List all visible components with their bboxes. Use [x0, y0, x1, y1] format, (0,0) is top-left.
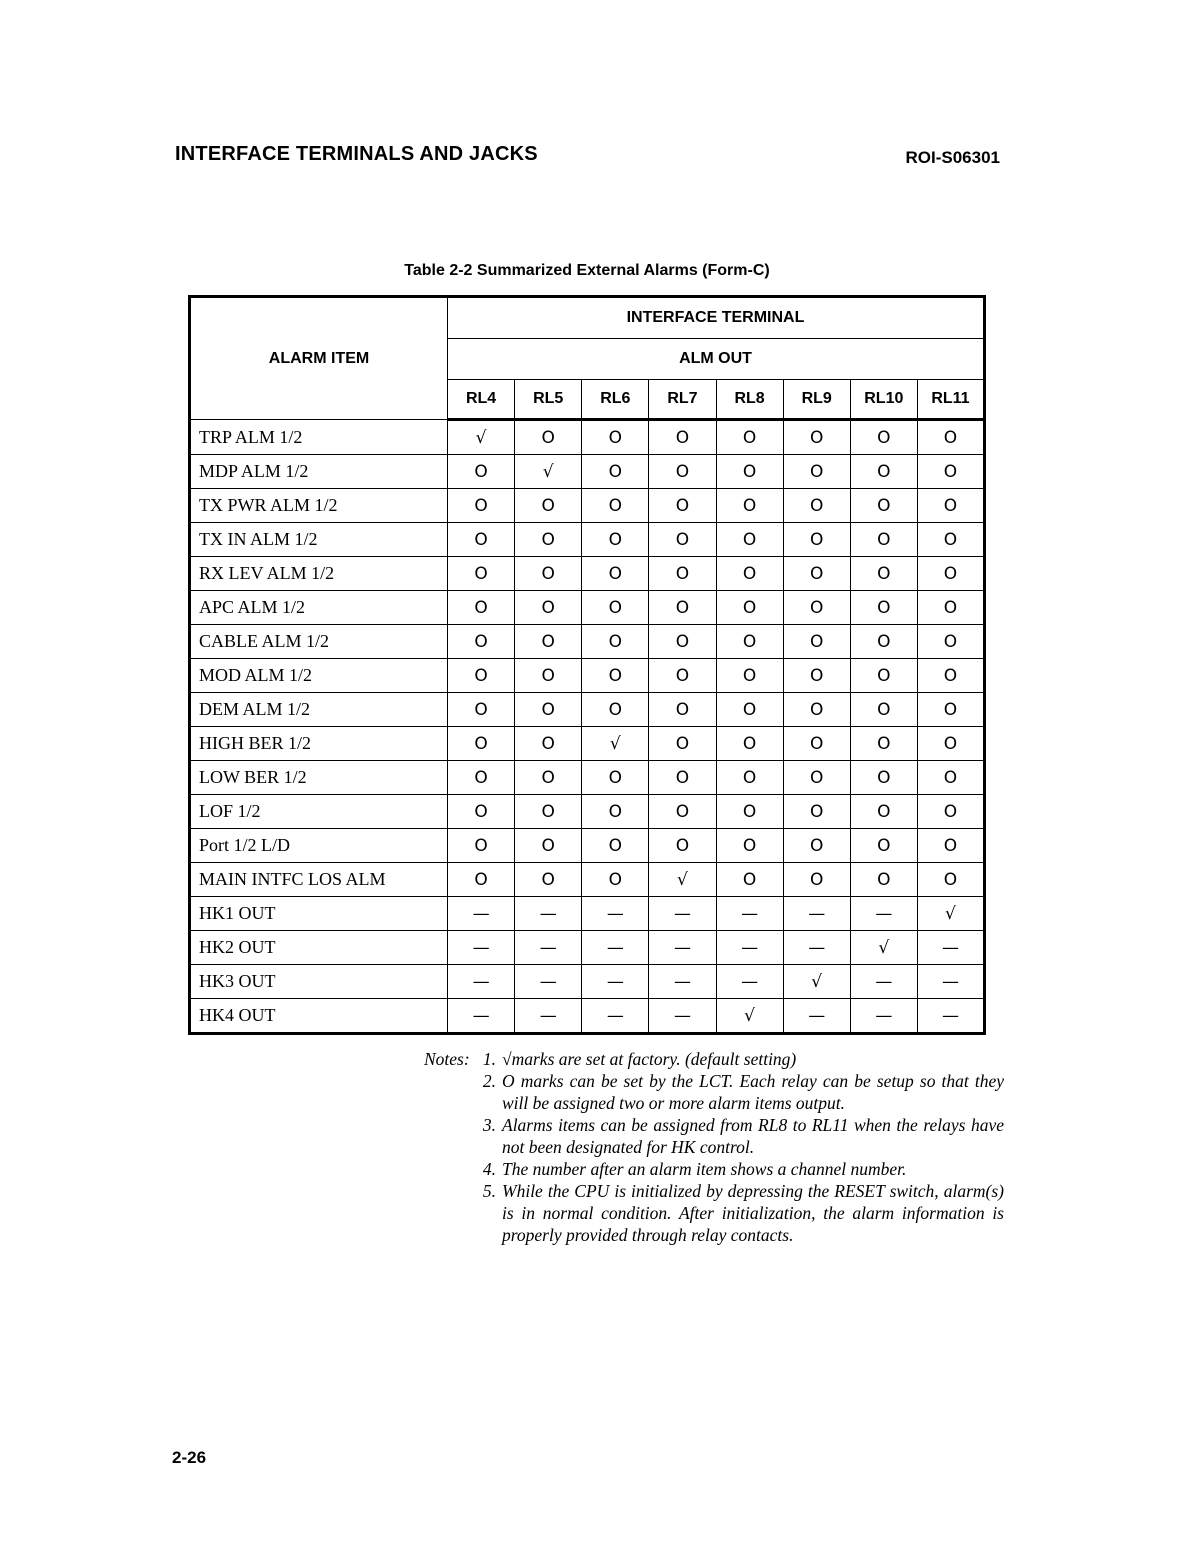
- column-header-rl7: RL7: [649, 380, 716, 420]
- mark-cell: O: [649, 795, 716, 829]
- table-row: [190, 693, 985, 727]
- column-header-rl6: RL6: [582, 380, 649, 420]
- alarm-item-cell: HIGH BER 1/2: [190, 727, 448, 761]
- mark-cell: √: [783, 965, 850, 999]
- mark-cell: —: [515, 897, 582, 931]
- table-row: [190, 829, 985, 863]
- mark-cell: —: [515, 931, 582, 965]
- mark-cell: O: [783, 761, 850, 795]
- column-header-rl9: RL9: [783, 380, 850, 420]
- alarm-item-cell: DEM ALM 1/2: [190, 693, 448, 727]
- mark-cell: O: [917, 455, 984, 489]
- mark-cell: —: [850, 897, 917, 931]
- note-number: 3.: [482, 1115, 496, 1135]
- table-row: [190, 999, 985, 1034]
- mark-cell: —: [649, 999, 716, 1034]
- alarm-item-cell: CABLE ALM 1/2: [190, 625, 448, 659]
- table-row: [190, 727, 985, 761]
- table-row: [190, 557, 985, 591]
- mark-cell: √: [917, 897, 984, 931]
- page-number: 2-26: [172, 1448, 207, 1467]
- table-row: [190, 965, 985, 999]
- alarm-item-cell: RX LEV ALM 1/2: [190, 557, 448, 591]
- notes: [424, 1048, 1004, 1246]
- alarm-item-cell: HK4 OUT: [190, 999, 448, 1034]
- section-title: INTERFACE TERMINALS AND JACKS: [175, 143, 538, 165]
- mark-cell: O: [783, 557, 850, 591]
- mark-cell: O: [515, 693, 582, 727]
- mark-cell: O: [850, 557, 917, 591]
- mark-cell: O: [716, 489, 783, 523]
- mark-cell: —: [917, 965, 984, 999]
- mark-cell: O: [515, 761, 582, 795]
- mark-cell: —: [448, 999, 515, 1034]
- mark-cell: O: [917, 863, 984, 897]
- mark-cell: —: [515, 999, 582, 1034]
- table-row: [190, 761, 985, 795]
- mark-cell: O: [783, 829, 850, 863]
- alarm-item-cell: APC ALM 1/2: [190, 591, 448, 625]
- mark-cell: O: [850, 761, 917, 795]
- mark-cell: O: [649, 557, 716, 591]
- note-text: While the CPU is initialized by depressing the RESET switch, alarm(s) is in normal condition. After initialization, the alarm information is properly provided through relay contacts.: [502, 1181, 1004, 1245]
- mark-cell: O: [582, 863, 649, 897]
- mark-cell: O: [716, 625, 783, 659]
- mark-cell: O: [582, 523, 649, 557]
- mark-cell: —: [783, 931, 850, 965]
- mark-cell: O: [917, 523, 984, 557]
- mark-cell: O: [448, 795, 515, 829]
- mark-cell: O: [515, 557, 582, 591]
- mark-cell: —: [783, 999, 850, 1034]
- mark-cell: O: [582, 829, 649, 863]
- note-item: [424, 1114, 1004, 1158]
- note-item: [424, 1180, 1004, 1246]
- table-row: [190, 863, 985, 897]
- mark-cell: —: [582, 999, 649, 1034]
- note-number: 5.: [482, 1181, 496, 1201]
- mark-cell: √: [582, 727, 649, 761]
- mark-cell: O: [783, 591, 850, 625]
- mark-cell: O: [649, 659, 716, 693]
- mark-cell: O: [783, 693, 850, 727]
- table-row: [190, 420, 985, 455]
- mark-cell: O: [448, 693, 515, 727]
- mark-cell: O: [783, 489, 850, 523]
- mark-cell: O: [716, 420, 783, 455]
- mark-cell: O: [783, 659, 850, 693]
- mark-cell: O: [582, 761, 649, 795]
- mark-cell: O: [783, 795, 850, 829]
- mark-cell: O: [649, 761, 716, 795]
- mark-cell: O: [515, 625, 582, 659]
- mark-cell: O: [582, 795, 649, 829]
- mark-cell: O: [850, 829, 917, 863]
- alarm-item-cell: TRP ALM 1/2: [190, 420, 448, 455]
- note-number: 1.: [482, 1049, 496, 1069]
- mark-cell: O: [515, 727, 582, 761]
- mark-cell: O: [716, 659, 783, 693]
- alm-out-header: ALM OUT: [448, 339, 985, 380]
- alarm-item-cell: Port 1/2 L/D: [190, 829, 448, 863]
- document-id: ROI-S06301: [905, 148, 1000, 167]
- alarms-table: [188, 295, 986, 1035]
- note-text: Alarms items can be assigned from RL8 to RL11 when the relays have not been designated for HK control.: [502, 1115, 1004, 1157]
- mark-cell: √: [850, 931, 917, 965]
- mark-cell: O: [649, 523, 716, 557]
- note-item: [424, 1158, 1004, 1180]
- mark-cell: √: [649, 863, 716, 897]
- mark-cell: O: [850, 659, 917, 693]
- mark-cell: O: [448, 863, 515, 897]
- mark-cell: —: [850, 999, 917, 1034]
- mark-cell: O: [917, 829, 984, 863]
- mark-cell: O: [448, 523, 515, 557]
- mark-cell: —: [649, 965, 716, 999]
- alarm-item-cell: TX IN ALM 1/2: [190, 523, 448, 557]
- mark-cell: O: [649, 455, 716, 489]
- mark-cell: —: [448, 931, 515, 965]
- mark-cell: O: [850, 795, 917, 829]
- mark-cell: O: [515, 795, 582, 829]
- mark-cell: √: [515, 455, 582, 489]
- mark-cell: —: [582, 897, 649, 931]
- mark-cell: —: [582, 965, 649, 999]
- mark-cell: O: [716, 761, 783, 795]
- mark-cell: O: [515, 659, 582, 693]
- note-number: 4.: [482, 1159, 496, 1179]
- mark-cell: O: [917, 659, 984, 693]
- column-header-rl5: RL5: [515, 380, 582, 420]
- mark-cell: O: [783, 727, 850, 761]
- mark-cell: O: [850, 625, 917, 659]
- note-text: √marks are set at factory. (default setting): [502, 1049, 797, 1069]
- mark-cell: O: [515, 489, 582, 523]
- mark-cell: —: [649, 897, 716, 931]
- mark-cell: —: [649, 931, 716, 965]
- mark-cell: O: [716, 455, 783, 489]
- mark-cell: O: [515, 829, 582, 863]
- mark-cell: O: [515, 591, 582, 625]
- mark-cell: O: [649, 829, 716, 863]
- mark-cell: O: [850, 523, 917, 557]
- mark-cell: O: [917, 489, 984, 523]
- column-header-rl4: RL4: [448, 380, 515, 420]
- mark-cell: O: [716, 523, 783, 557]
- table-row: [190, 455, 985, 489]
- mark-cell: O: [783, 523, 850, 557]
- mark-cell: O: [850, 591, 917, 625]
- mark-cell: O: [582, 591, 649, 625]
- mark-cell: O: [917, 557, 984, 591]
- note-number: 2.: [482, 1071, 496, 1091]
- table-caption: Table 2-2 Summarized External Alarms (Form-C): [404, 262, 770, 279]
- table-row: [190, 489, 985, 523]
- mark-cell: O: [515, 863, 582, 897]
- mark-cell: O: [716, 795, 783, 829]
- mark-cell: —: [783, 897, 850, 931]
- mark-cell: O: [649, 727, 716, 761]
- alarm-item-cell: TX PWR ALM 1/2: [190, 489, 448, 523]
- mark-cell: O: [582, 455, 649, 489]
- mark-cell: O: [917, 625, 984, 659]
- mark-cell: O: [448, 455, 515, 489]
- mark-cell: O: [582, 420, 649, 455]
- mark-cell: O: [716, 591, 783, 625]
- mark-cell: O: [448, 557, 515, 591]
- mark-cell: O: [582, 693, 649, 727]
- mark-cell: √: [716, 999, 783, 1034]
- column-header-rl8: RL8: [716, 380, 783, 420]
- column-header-rl10: RL10: [850, 380, 917, 420]
- mark-cell: —: [917, 999, 984, 1034]
- table-row: [190, 795, 985, 829]
- mark-cell: O: [850, 489, 917, 523]
- mark-cell: —: [716, 897, 783, 931]
- mark-cell: O: [917, 761, 984, 795]
- note-text: O marks can be set by the LCT. Each relay can be setup so that they will be assigned two or more alarm items output.: [502, 1071, 1004, 1113]
- mark-cell: √: [448, 420, 515, 455]
- mark-cell: O: [515, 420, 582, 455]
- mark-cell: O: [917, 727, 984, 761]
- mark-cell: O: [783, 420, 850, 455]
- mark-cell: —: [582, 931, 649, 965]
- mark-cell: O: [515, 523, 582, 557]
- mark-cell: O: [582, 625, 649, 659]
- alarm-item-header: ALARM ITEM: [190, 297, 448, 420]
- mark-cell: O: [716, 727, 783, 761]
- mark-cell: O: [783, 625, 850, 659]
- mark-cell: O: [582, 557, 649, 591]
- mark-cell: O: [649, 693, 716, 727]
- mark-cell: O: [716, 863, 783, 897]
- alarm-item-cell: LOW BER 1/2: [190, 761, 448, 795]
- mark-cell: O: [716, 829, 783, 863]
- mark-cell: —: [917, 931, 984, 965]
- mark-cell: O: [850, 455, 917, 489]
- mark-cell: O: [917, 420, 984, 455]
- note-item: [424, 1048, 1004, 1070]
- alarm-item-cell: LOF 1/2: [190, 795, 448, 829]
- mark-cell: —: [515, 965, 582, 999]
- mark-cell: O: [649, 591, 716, 625]
- alarm-item-cell: MAIN INTFC LOS ALM: [190, 863, 448, 897]
- mark-cell: O: [448, 625, 515, 659]
- alarm-item-cell: MOD ALM 1/2: [190, 659, 448, 693]
- mark-cell: O: [582, 489, 649, 523]
- mark-cell: O: [917, 693, 984, 727]
- table-row: [190, 931, 985, 965]
- table-row: [190, 591, 985, 625]
- mark-cell: O: [448, 761, 515, 795]
- mark-cell: O: [582, 659, 649, 693]
- mark-cell: O: [448, 829, 515, 863]
- mark-cell: O: [783, 863, 850, 897]
- mark-cell: O: [649, 489, 716, 523]
- mark-cell: O: [917, 591, 984, 625]
- mark-cell: O: [448, 489, 515, 523]
- mark-cell: O: [448, 727, 515, 761]
- mark-cell: O: [850, 727, 917, 761]
- mark-cell: —: [716, 931, 783, 965]
- mark-cell: —: [448, 897, 515, 931]
- alarm-item-cell: HK1 OUT: [190, 897, 448, 931]
- mark-cell: —: [850, 965, 917, 999]
- table-row: [190, 625, 985, 659]
- mark-cell: O: [716, 693, 783, 727]
- alarm-item-cell: HK2 OUT: [190, 931, 448, 965]
- mark-cell: O: [850, 693, 917, 727]
- alarm-item-cell: MDP ALM 1/2: [190, 455, 448, 489]
- note-item: [424, 1070, 1004, 1114]
- table-row: [190, 897, 985, 931]
- mark-cell: O: [850, 863, 917, 897]
- mark-cell: O: [917, 795, 984, 829]
- table-row: [190, 523, 985, 557]
- mark-cell: O: [448, 591, 515, 625]
- mark-cell: O: [783, 455, 850, 489]
- mark-cell: O: [649, 420, 716, 455]
- alarm-item-cell: HK3 OUT: [190, 965, 448, 999]
- mark-cell: —: [448, 965, 515, 999]
- notes-prefix: Notes:: [424, 1049, 470, 1069]
- note-text: The number after an alarm item shows a channel number.: [502, 1159, 907, 1179]
- mark-cell: —: [716, 965, 783, 999]
- table-row: [190, 659, 985, 693]
- mark-cell: O: [850, 420, 917, 455]
- interface-terminal-header: INTERFACE TERMINAL: [448, 297, 985, 339]
- mark-cell: O: [448, 659, 515, 693]
- mark-cell: O: [649, 625, 716, 659]
- column-header-rl11: RL11: [917, 380, 984, 420]
- mark-cell: O: [716, 557, 783, 591]
